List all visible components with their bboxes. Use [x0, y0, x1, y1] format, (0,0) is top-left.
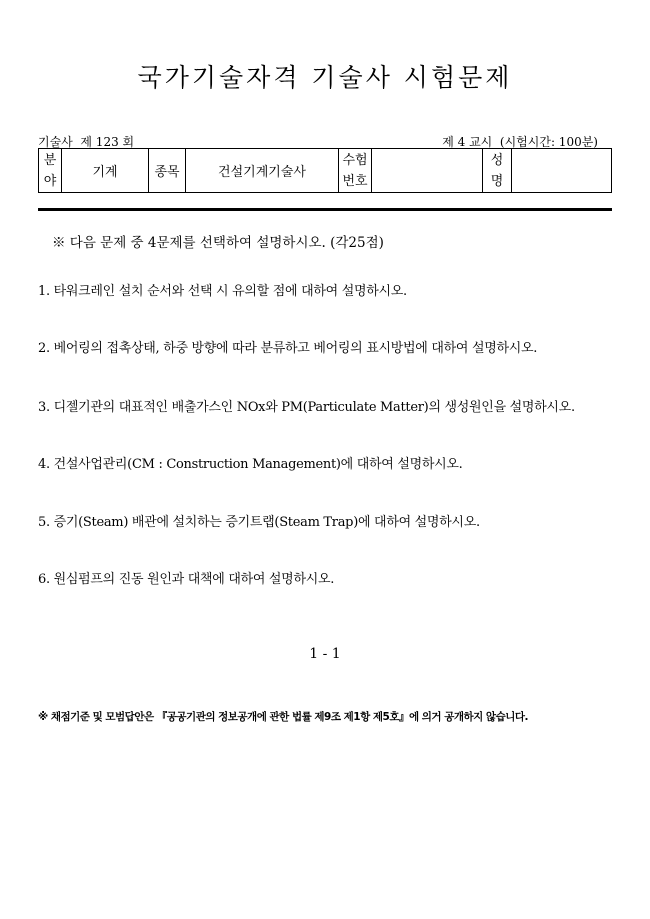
question-2: 2. 베어링의 접촉상태, 하중 방향에 따라 분류하고 베어링의 표시방법에 대하여 설명하시오. [38, 341, 538, 356]
exam-meta [38, 133, 612, 149]
name-label: 성 명 [483, 149, 512, 193]
category-value: 건설기계기술사 [186, 149, 339, 193]
name-field[interactable] [512, 149, 612, 193]
question-3: 3. 디젤기관의 대표적인 배출가스인 NOx와 PM(Particulate Matter)의 생성원인을 설명하시오. [38, 400, 575, 415]
exam-period: 제 4 교시 (시험시간: 100분) [442, 135, 598, 149]
page-title: 국가기술자격 기술사 시험문제 [137, 63, 513, 92]
exam-number-label: 수험 번호 [339, 149, 372, 193]
question-1: 1. 타워크레인 설치 순서와 선택 시 유의할 점에 대하여 설명하시오. [38, 284, 407, 299]
field-label: 분 야 [39, 149, 62, 193]
question-5: 5. 증기(Steam) 배관에 설치하는 증기트랩(Steam Trap)에 대하여 설명하시오. [38, 515, 480, 530]
exam-number-field[interactable] [372, 149, 483, 193]
exam-round: 기술사 제 123 회 [38, 135, 135, 149]
grading-notice: ※ 채점기준 및 모범답안은 『공공기관의 정보공개에 관한 법률 제9조 제1항 제5호』에 의거 공개하지 않습니다. [38, 711, 528, 723]
instruction: ※ 다음 문제 중 4문제를 선택하여 설명하시오. (각25점) [52, 235, 384, 251]
question-4: 4. 건설사업관리(CM : Construction Management)에 대하여 설명하시오. [38, 457, 463, 472]
category-label: 종목 [149, 149, 186, 193]
question-6: 6. 원심펌프의 진동 원인과 대책에 대하여 설명하시오. [38, 572, 335, 587]
candidate-info-table [38, 148, 612, 193]
field-value: 기계 [62, 149, 149, 193]
header-divider [38, 208, 612, 211]
page-number: 1 - 1 [309, 646, 341, 662]
